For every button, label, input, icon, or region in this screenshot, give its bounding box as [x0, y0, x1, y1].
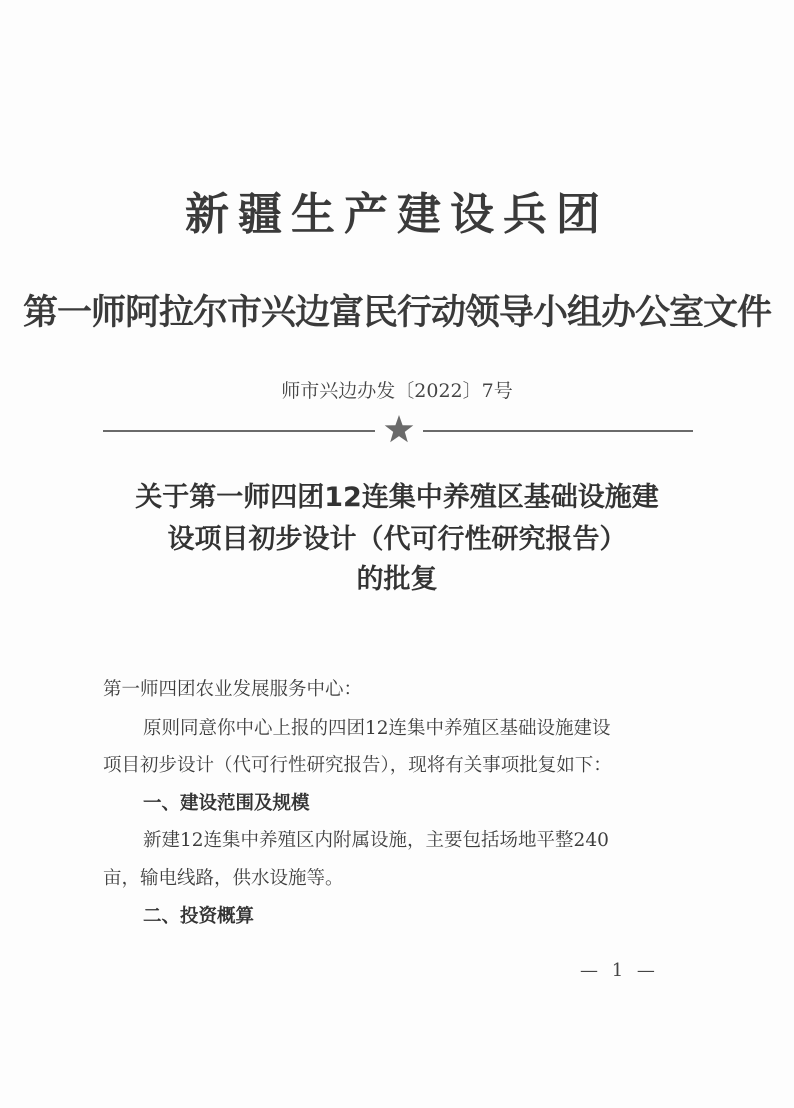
document-title-line2: 设项目初步设计（代可行性研究报告）	[167, 524, 627, 555]
star-icon	[383, 413, 415, 445]
paragraph-1-line-2: 项目初步设计（代可行性研究报告），现将有关事项批复如下：	[103, 755, 612, 776]
issuing-organization-line2: 第一师阿拉尔市兴边富民行动领导小组办公室文件	[22, 293, 771, 333]
paragraph-1-line-1: 原则同意你中心上报的四团12连集中养殖区基础设施建设	[143, 718, 611, 739]
document-title-line3: 的批复	[356, 564, 438, 595]
paragraph-2-line-2: 亩，输电线路，供水设施等。	[103, 868, 344, 889]
page-number: — 1 —	[580, 960, 659, 981]
document-number: 师市兴边办发〔2022〕7号	[281, 380, 513, 402]
issuing-organization-line1: 新疆生产建设兵团	[185, 189, 609, 240]
section-1-heading: 一、建设范围及规模	[143, 793, 310, 814]
header-divider	[103, 418, 693, 444]
paragraph-2-line-1: 新建12连集中养殖区内附属设施，主要包括场地平整240	[143, 830, 609, 851]
section-2-heading: 二、投资概算	[143, 906, 255, 927]
divider-rule-left	[103, 430, 375, 432]
salutation: 第一师四团农业发展服务中心：	[103, 679, 363, 700]
divider-rule-right	[423, 430, 693, 432]
document-title-line1: 关于第一师四团12连集中养殖区基础设施建	[135, 482, 659, 513]
